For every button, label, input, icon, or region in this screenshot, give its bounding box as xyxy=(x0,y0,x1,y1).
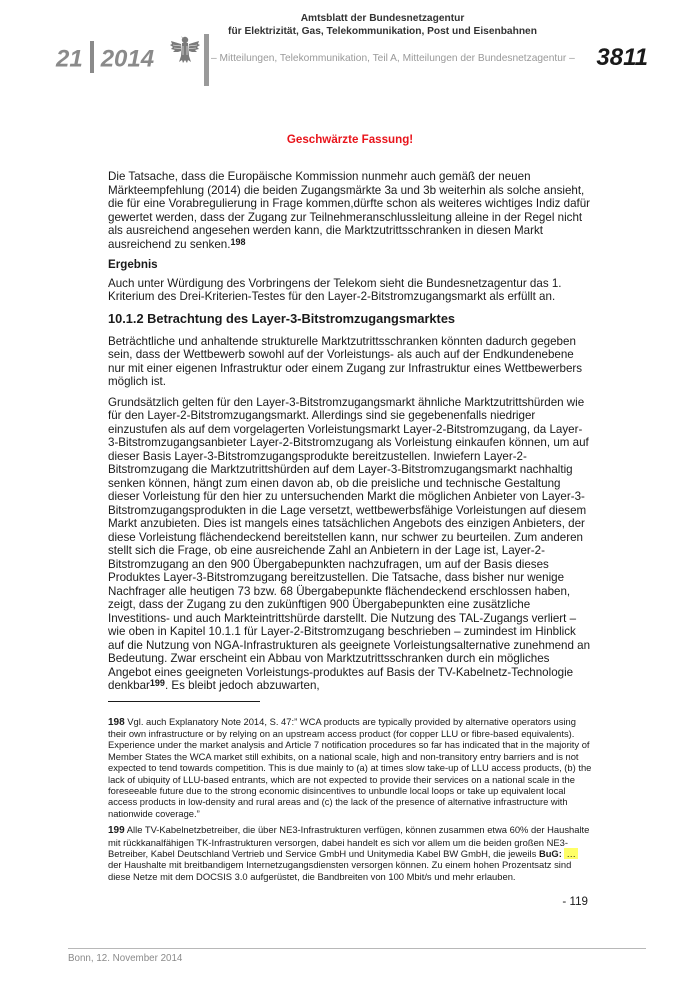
issue-divider xyxy=(90,41,94,73)
paragraph: Beträchtliche und anhaltende strukturelle Marktzutrittsschranken könnten dadurch gegeben sein, dass der Wettbewerb sowohl auf der Vorleistungs- als auch auf der Endkundenebene nur mit einer eigenen Infrastruktur oder einem Zugang zur Infrastruktur eines Wettbewerbers möglich ist. xyxy=(108,334,583,388)
federal-eagle-icon xyxy=(168,32,202,66)
footnote-number: 198 xyxy=(108,716,125,728)
journal-subtitle: – Mitteilungen, Telekommunikation, Teil A, Mitteilungen der Bundesnetzagentur – xyxy=(211,53,575,64)
paragraph-text: Grundsätzlich gelten für den Layer-3-Bitstromzugangsmarkt ähnliche Marktzutrittshürden wie für den Layer-2-Bitstromzugangsmarkt. Allerdings sind sie gegebenenfalls niedriger einzustufen als auf dem vorgelagerten Vorleistungsmarkt Layer-2-Bitstromzugang, da Layer-3-Bitstromzugangsanbieter Layer-2-Bitstromzugang als Vorleistung einkaufen können, um auf dieser Basis Layer-3-Bitstromzugangsprodukte bereitzustellen. Inwiefern Layer-2-Bitstromzugang die Marktzutrittshürden auf dem Layer-3-Bitstromzugangsmarkt nachhaltig senken können, hängt zum einen davon ab, ob die preisliche und technische Gestaltung dieser Vorleistung für den hier zu untersuchenden Markt die möglichen Anbieter von Layer-3-Bitstromzugangsprodukten in die Lage versetzt, wettbewerbsfähige Vorleistungen auf diesem Markt anzubieten. Dies ist mangels eines tatsächlichen Angebots des einzigen Anbieters, der diese Vorleistung flächendeckend bereitstellen kann, nur schwer zu beurteilen. Zum anderen stellt sich die Frage, ob eine ausreichende Zahl an Anbietern in der Lage ist, Layer-2-Bitstromzugang an den 900 Übergabepunkten nachzufragen, um auf der Basis dieses Produktes Layer-3-Bitstromzugang bereitzustellen. Die Tatsache, dass bisher nur wenige Nachfrager alle heutigen 73 bzw. 68 Übergabepunkte flächendeckend erschlossen haben, zeigt, dass der Zugang zu den zukünftigen 900 Übergabepunkten eine zusätzliche Investitions- und auch Markteintrittshürde darstellt. Die Nutzung des TAL-Zugangs verliert – wie oben in Kapitel 10.1.1 für Layer-2-Bitstromzugang beschrieben – zumindest im Hinblick auf die Nutzung von NGA-Infrastrukturen als geeignete Vorleistungsalternative zunehmend an Bedeutung. Zwar erscheint ein Abbau von Marktzutrittsschranken durch ein mögliches Angebot eines geeigneten Vorleistungs-produktes auf Basis der TV-Kabelnetz-Technologie denkbar xyxy=(108,395,591,692)
journal-title xyxy=(210,13,555,38)
footnote-ref[interactable]: 198 xyxy=(230,236,246,247)
footnote-divider xyxy=(108,701,260,702)
footnote-text: Vgl. auch Explanatory Note 2014, S. 47:” WCA products are typically provided by alternative operators using their own infrastructure or by relying on an upstream access product (for copper LLU or fibre-based equivalents). Experience under the market analysis and Article 7 notification procedures so far has indicated that in the majority of Member States the WCA market still exhibits, on a national scale, high and non-transitory entry barriers and is not expected to tend towards competition. This is due mainly to (a) at times slow take-up of LLU access products, (b) the lack of ubiquity of LLU-based entrants, which are not expected to provide their services on a national scale in the foreseeable future due to the strong economic disincentives to unbundle local loops or take up equivalent local access products in low-density and rural areas and (c) the lack of the presence of alternative infrastructure with nationwide coverage.” xyxy=(108,715,592,819)
footer-divider xyxy=(68,948,646,949)
footnote-number: 199 xyxy=(108,825,125,837)
paragraph: Auch unter Würdigung des Vorbringens der Telekom sieht die Bundesnetzagentur das 1. Kriterium des Drei-Kriterien-Testes für den Layer-2-Bitstromzugangsmarkt als erfüllt an. xyxy=(108,276,562,303)
footnote xyxy=(108,824,592,882)
journal-title-line-1: Amtsblatt der Bundesnetzagentur xyxy=(300,13,465,24)
page-number: 3811 xyxy=(596,44,648,71)
internal-page-number: - 119 xyxy=(562,895,588,908)
document-body xyxy=(108,133,592,887)
journal-title-line-2: für Elektrizität, Gas, Telekommunikation, Post und Eisenbahnen xyxy=(228,25,537,37)
section-heading: 10.1.2 Betrachtung des Layer-3-Bitstromzugangsmarktes xyxy=(108,310,456,326)
subheading-ergebnis: Ergebnis xyxy=(108,258,158,271)
paragraph-text: Die Tatsache, dass die Europäische Kommission nunmehr auch gemäß der neuen Märkteempfehlung (2014) die beiden Zugangsmärkte 3a und 3b weiterhin als solche ansieht, die für eine Vorabregulierung in Frage kommen,dürfte schon als weiteres wichtiges Indiz dafür gewertet werden, dass der Zugang zur Teilnehmeranschlussleitung alleine in der Regel nicht als ausreichend angesehen werden kann, die Marktzutrittsschranken in diesen Markt ausreichend zu senken. xyxy=(108,170,591,251)
footnote-text-tail: der Haushalte mit breitbandigem Internetzugangsdiensten versorgen können. Zu einem hohen Prozentsatz sind diese Netze mit dem DOCSIS 3.0 aufgerüstet, die Bandbreiten von 100 Mbit/s und mehr erlauben. xyxy=(108,859,572,882)
issue-year: 2014 xyxy=(100,45,155,73)
issue-number-value: 21 xyxy=(56,45,83,73)
issue-number xyxy=(56,44,154,76)
paragraph xyxy=(108,396,592,693)
paragraph xyxy=(108,170,592,251)
paragraph-text-tail: . Es bleibt jedoch abzuwarten, xyxy=(164,679,320,692)
redacted-version-label: Geschwärzte Fassung! xyxy=(286,133,414,146)
redacted-value: … xyxy=(566,847,576,859)
header-divider xyxy=(204,34,209,86)
footer-date: Bonn, 12. November 2014 xyxy=(68,953,183,964)
footnote-ref[interactable]: 199 xyxy=(149,678,165,688)
bug-label: BuG: xyxy=(538,847,562,859)
footnote xyxy=(108,716,592,820)
footnote-text: Alle TV-Kabelnetzbetreiber, die über NE3-Infrastrukturen verfügen, können zusammen etwa 60% der Haushalte mit rückkanalfähigen TK-Infrastrukturen versorgen, dabei handelt es sich vor allem um die beiden großen NE3-Betreiber, Kabel Deutschland Vertrieb und Service GmbH und Unitymedia Kabel BW GmbH, die jeweils xyxy=(108,824,590,859)
